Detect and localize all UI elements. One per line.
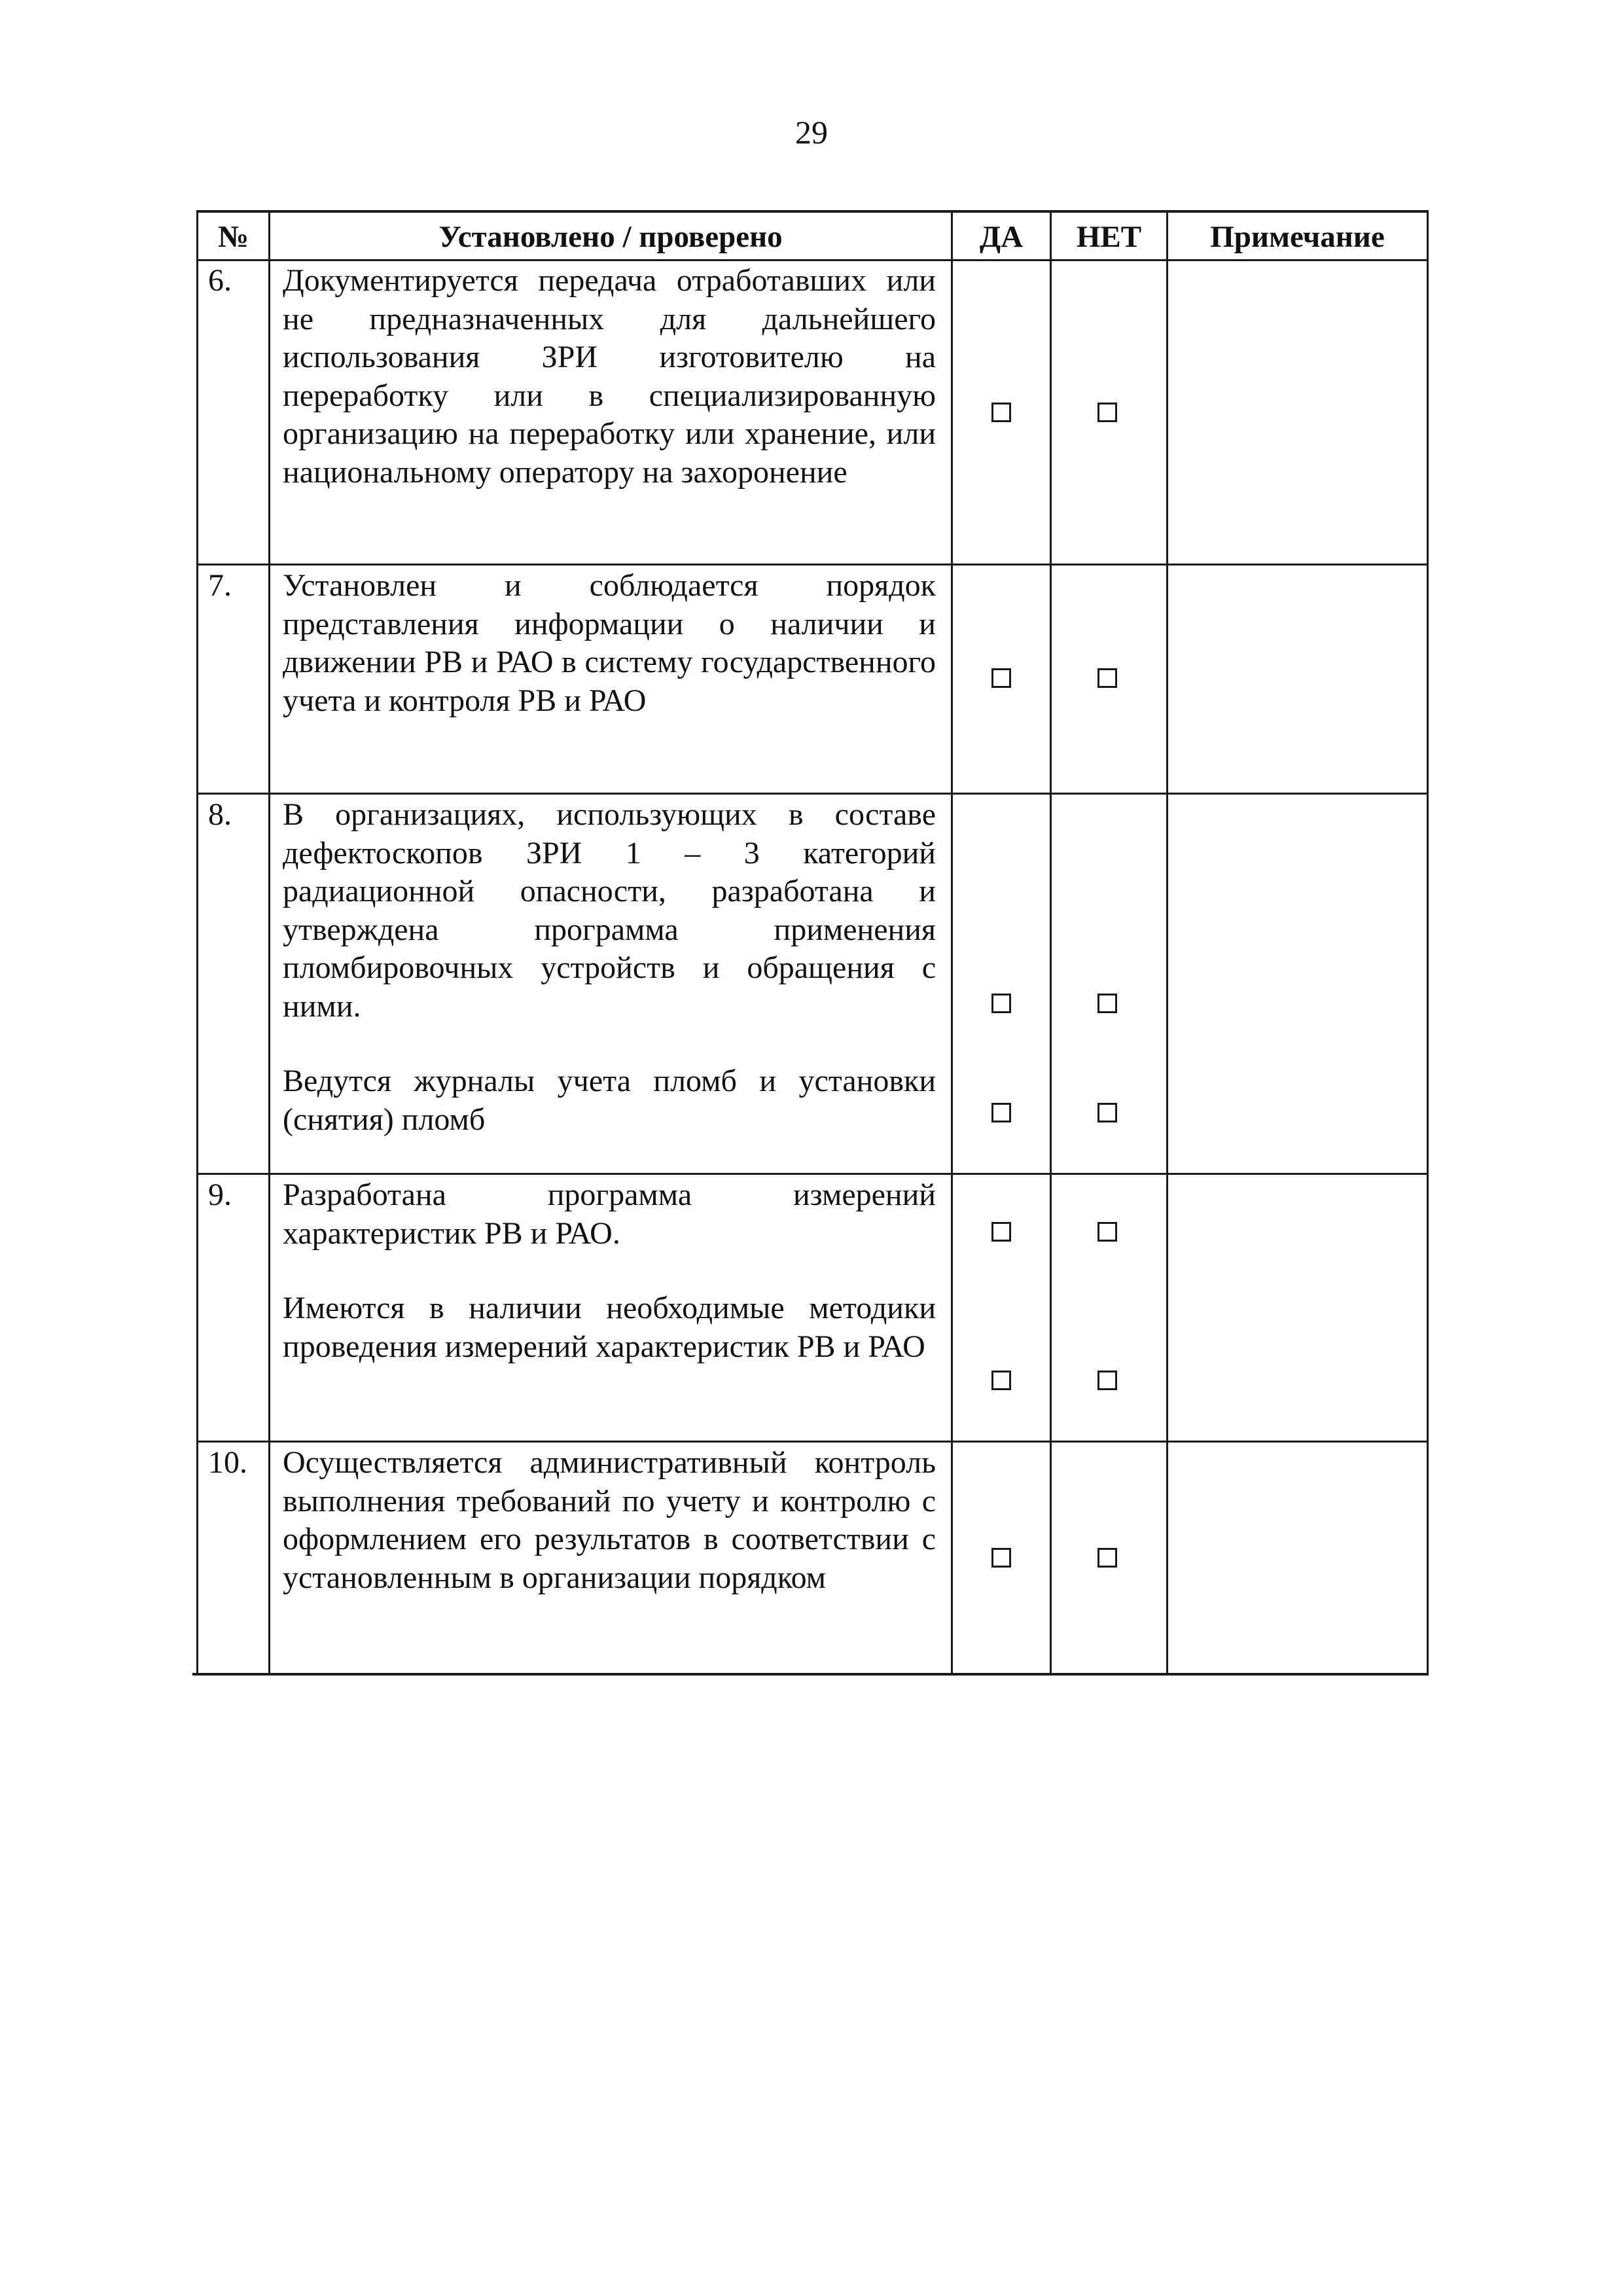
yes-checkbox[interactable]: [991, 1103, 1011, 1122]
row-number: 7.: [208, 568, 232, 603]
header-yes: ДА: [979, 220, 1024, 254]
row-number: 6.: [208, 263, 232, 298]
header-note: Примечание: [1210, 220, 1385, 254]
row-paragraph: Имеются в наличии необходимые методики проведения измерений характеристик РВ и РАО: [283, 1291, 936, 1364]
row-paragraph: В организациях, использующих в составе дефектоскопов ЗРИ 1 – 3 категорий радиационной опасности, разработана и утверждена программа применения пломбировочных устройств и обращения с ними.: [283, 797, 936, 1024]
row-text: [283, 796, 936, 1139]
header-no: НЕТ: [1076, 220, 1142, 254]
no-checkbox[interactable]: [1097, 1222, 1117, 1242]
row-text: [283, 262, 936, 492]
row-text: [283, 1444, 936, 1597]
row-paragraph: Разработана программа измерений характеристик РВ и РАО.: [283, 1177, 936, 1251]
yes-checkbox[interactable]: [991, 994, 1011, 1013]
header-item: Установлено / проверено: [438, 220, 783, 254]
header-number: №: [217, 220, 249, 254]
no-checkbox[interactable]: [1097, 668, 1117, 688]
row-number: 10.: [208, 1445, 247, 1480]
no-checkbox[interactable]: [1097, 1371, 1117, 1390]
row-text: [283, 1176, 936, 1366]
yes-checkbox[interactable]: [991, 668, 1011, 688]
yes-checkbox[interactable]: [991, 403, 1011, 422]
yes-checkbox[interactable]: [991, 1548, 1011, 1568]
row-paragraph: Документируется передача отработавших или не предназначенных для дальнейшего использования ЗРИ изготовителю на переработку или в специализированную организацию на переработку или хранение, или национальному оператору на захоронение: [283, 263, 936, 490]
row-number: 8.: [208, 797, 232, 832]
yes-checkbox[interactable]: [991, 1222, 1011, 1242]
row-paragraph: Ведутся журналы учета пломб и установки (снятия) пломб: [283, 1064, 936, 1137]
no-checkbox[interactable]: [1097, 994, 1117, 1013]
no-checkbox[interactable]: [1097, 403, 1117, 422]
row-paragraph: Установлен и соблюдается порядок представления информации о наличии и движении РВ и РАО в систему государственного учета и контроля РВ и РАО: [283, 568, 936, 718]
row-number: 9.: [208, 1177, 232, 1212]
row-text: [283, 567, 936, 720]
page-number: 29: [795, 114, 828, 151]
row-paragraph: Осуществляется административный контроль выполнения требований по учету и контролю с оформлением его результатов в соответствии с установленным в организации порядком: [283, 1445, 936, 1595]
yes-checkbox[interactable]: [991, 1371, 1011, 1390]
no-checkbox[interactable]: [1097, 1103, 1117, 1122]
no-checkbox[interactable]: [1097, 1548, 1117, 1568]
